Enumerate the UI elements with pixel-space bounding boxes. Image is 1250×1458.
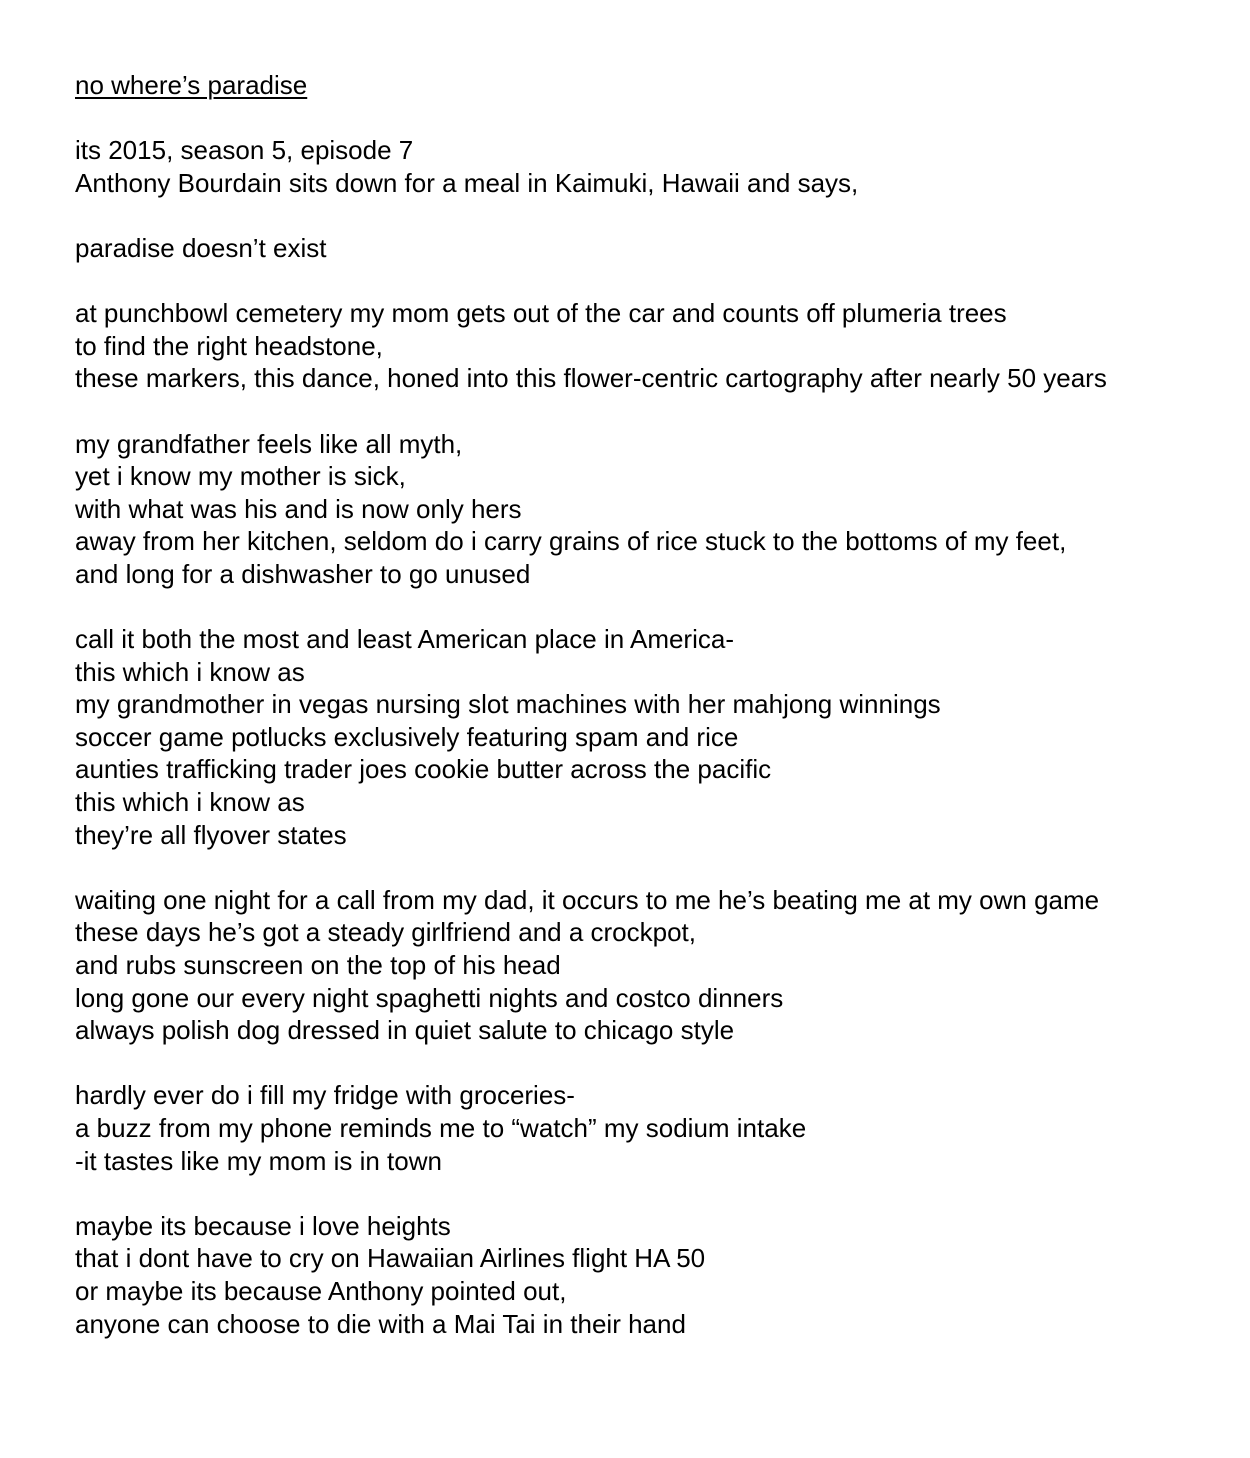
poem-line: they’re all flyover states [75,819,347,850]
poem-line: -it tastes like my mom is in town [75,1145,442,1176]
stanza [75,428,1235,591]
poem-line: call it both the most and least American place in America- [75,624,734,655]
poem-line: or maybe its because Anthony pointed out, [75,1275,567,1306]
poem-line: my grandmother in vegas nursing slot machines with her mahjong winnings [75,689,941,720]
poem-line: away from her kitchen, seldom do i carry grains of rice stuck to the bottoms of my feet, [75,526,1067,557]
poem-line: these days he’s got a steady girlfriend and a crockpot, [75,917,697,948]
poem-line: my grandfather feels like all myth, [75,428,463,459]
poem-line: at punchbowl cemetery my mom gets out of the car and counts off plumeria trees [75,298,1007,329]
poem-line: paradise doesn’t exist [75,232,327,263]
poem-document [75,69,1235,1340]
stanza [75,1079,1235,1177]
poem-title: no where’s paradise [75,70,308,100]
poem-line: always polish dog dressed in quiet salute to chicago style [75,1015,735,1046]
poem-line: that i dont have to cry on Hawaiian Airlines flight HA 50 [75,1243,706,1274]
poem-line: maybe its because i love heights [75,1210,451,1241]
poem-line: waiting one night for a call from my dad, it occurs to me he’s beating me at my own game [75,884,1100,915]
stanza [75,134,1235,199]
stanza [75,884,1235,1047]
poem-line: hardly ever do i fill my fridge with groceries- [75,1080,575,1111]
poem-body [75,134,1235,1340]
poem-line: and long for a dishwasher to go unused [75,558,531,589]
stanza [75,623,1235,851]
poem-line: with what was his and is now only hers [75,493,522,524]
stanza [75,1210,1235,1340]
poem-line: this which i know as [75,656,305,687]
poem-line: to find the right headstone, [75,330,383,361]
stanza [75,297,1235,395]
poem-line: a buzz from my phone reminds me to “watch” my sodium intake [75,1113,807,1143]
poem-line: soccer game potlucks exclusively featuring spam and rice [75,721,739,752]
poem-line: yet i know my mother is sick, [75,461,406,492]
poem-line: long gone our every night spaghetti nights and costco dinners [75,982,784,1013]
poem-line: its 2015, season 5, episode 7 [75,135,414,166]
poem-line: aunties trafficking trader joes cookie butter across the pacific [75,754,772,785]
poem-line: these markers, this dance, honed into this flower-centric cartography after nearly 50 years [75,363,1107,394]
stanza [75,232,1235,265]
poem-line: this which i know as [75,787,305,818]
poem-line: and rubs sunscreen on the top of his head [75,950,561,981]
poem-line: Anthony Bourdain sits down for a meal in Kaimuki, Hawaii and says, [75,167,859,198]
poem-line: anyone can choose to die with a Mai Tai in their hand [75,1308,686,1339]
